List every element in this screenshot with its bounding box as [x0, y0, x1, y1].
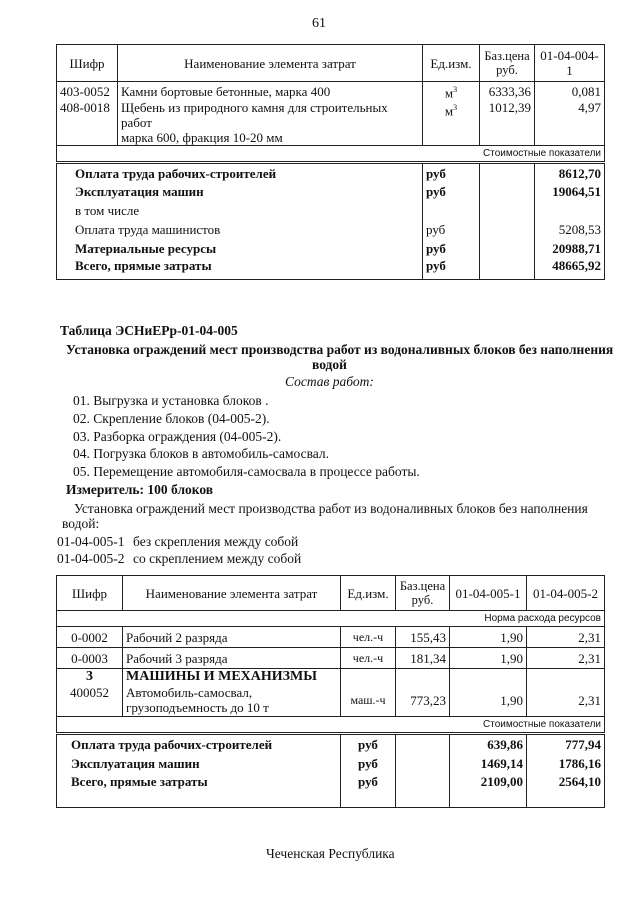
row-price: 155,43	[396, 627, 450, 648]
row-code: 400052	[57, 685, 123, 717]
table-row	[57, 627, 605, 648]
row-price: 6333,36	[480, 82, 535, 101]
machine-section-code: 3	[57, 669, 123, 685]
row-price: 773,23	[396, 685, 450, 717]
work-item: 05. Перемещение автомобиля-самосвала в процессе работы.	[73, 464, 420, 479]
cost-value-1: 2109,00	[450, 774, 527, 808]
header-unit: Ед.изм.	[423, 45, 480, 82]
cost-name: Эксплуатация машин	[57, 182, 423, 201]
cost-value-1: 1469,14	[450, 754, 527, 774]
cost-table-1	[56, 44, 605, 280]
table-row	[57, 648, 605, 669]
table-row	[57, 685, 605, 717]
section-label: Стоимостные показатели	[57, 146, 605, 163]
cost-value-1: 639,86	[450, 734, 527, 754]
row-code: 408-0018	[57, 100, 118, 146]
table-row	[57, 100, 605, 146]
footer-region: Чеченская Республика	[266, 846, 395, 861]
section-label: Стоимостные показатели	[57, 717, 605, 734]
row-name: Рабочий 2 разряда	[123, 627, 341, 648]
row-unit: $м^3$	[423, 100, 480, 146]
cost-name: Оплата труда машинистов	[57, 220, 423, 239]
table-row	[57, 82, 605, 101]
cost-unit: руб	[423, 163, 480, 182]
row-value-2: 2,31	[527, 648, 605, 669]
cost-name: Материальные ресурсы	[57, 239, 423, 258]
row-name: Камни бортовые бетонные, марка 400	[118, 82, 423, 101]
cost-unit: руб	[423, 220, 480, 239]
cost-name: Всего, прямые затраты	[57, 774, 341, 808]
row-unit: чел.-ч	[341, 627, 396, 648]
header-name: Наименование элемента затрат	[123, 576, 341, 611]
row-name: Рабочий 3 разряда	[123, 648, 341, 669]
variant-text: со скреплением между собой	[133, 551, 302, 566]
header-code: Шифр	[57, 576, 123, 611]
variant-text: без скрепления между собой	[133, 534, 299, 549]
header-price: Баз.цена руб.	[396, 576, 450, 611]
header-price: Баз.цена руб.	[480, 45, 535, 82]
description: Установка ограждений мест производства работ из водоналивных блоков без наполнения	[74, 501, 588, 516]
cost-name: Эксплуатация машин	[57, 754, 341, 774]
header-col2: 01-04-005-2	[527, 576, 605, 611]
row-unit: маш.-ч	[341, 685, 396, 717]
cost-name: Оплата труда рабочих-строителей	[57, 734, 341, 754]
row-code: 0-0002	[57, 627, 123, 648]
cost-name: Оплата труда рабочих-строителей	[57, 163, 423, 182]
cost-unit: руб	[341, 734, 396, 754]
header-code: Шифр	[57, 45, 118, 82]
work-item: 02. Скрепление блоков (04-005-2).	[73, 411, 270, 426]
cost-value: 19064,51	[535, 182, 605, 201]
row-code: 0-0003	[57, 648, 123, 669]
header-unit: Ед.изм.	[341, 576, 396, 611]
cost-name: Всего, прямые затраты	[57, 258, 423, 280]
cost-unit: руб	[423, 182, 480, 201]
row-price: 1012,39	[480, 100, 535, 146]
cost-value: 20988,71	[535, 239, 605, 258]
work-item: 04. Погрузка блоков в автомобиль-самосвал.	[73, 446, 330, 461]
section-heading-cont: водой	[312, 357, 347, 372]
row-value-1: 1,90	[450, 648, 527, 669]
row-code: 403-0052	[57, 82, 118, 101]
row-value-1: 1,90	[450, 685, 527, 717]
meter: Измеритель: 100 блоков	[66, 482, 214, 497]
cost-value: 48665,92	[535, 258, 605, 280]
cost-value: 5208,53	[535, 220, 605, 239]
header-col1: 01-04-004-1	[535, 45, 605, 82]
cost-table-2	[56, 575, 605, 808]
row-value-1: 1,90	[450, 627, 527, 648]
composition-label: Состав работ:	[285, 374, 374, 389]
page-number: 61	[312, 16, 326, 31]
cost-value-2: 1786,16	[527, 754, 605, 774]
description-cont: водой:	[62, 516, 100, 531]
header-name: Наименование элемента затрат	[118, 45, 423, 82]
variant-code: 01-04-005-1	[57, 534, 125, 549]
row-value-2: 2,31	[527, 627, 605, 648]
work-item: 03. Разборка ограждения (04-005-2).	[73, 429, 282, 444]
variant-code: 01-04-005-2	[57, 551, 125, 566]
cost-unit: руб	[423, 239, 480, 258]
work-item: 01. Выгрузка и установка блоков .	[73, 393, 269, 408]
row-value: 0,081	[535, 82, 605, 101]
cost-value-2: 777,94	[527, 734, 605, 754]
cost-value: 8612,70	[535, 163, 605, 182]
machine-section-title: МАШИНЫ И МЕХАНИЗМЫ	[123, 669, 341, 685]
table-title: Таблица ЭСНиЕРр-01-04-005	[60, 323, 238, 338]
cost-unit: руб	[341, 754, 396, 774]
cost-name: в том числе	[57, 201, 423, 220]
norm-label: Норма расхода ресурсов	[57, 611, 605, 627]
row-unit: $м^3$	[423, 82, 480, 101]
header-col1: 01-04-005-1	[450, 576, 527, 611]
row-value-2: 2,31	[527, 685, 605, 717]
cost-value-2: 2564,10	[527, 774, 605, 808]
row-value: 4,97	[535, 100, 605, 146]
section-heading: Установка ограждений мест производства работ из водоналивных блоков без наполнения	[66, 342, 614, 357]
row-unit: чел.-ч	[341, 648, 396, 669]
row-name: Автомобиль-самосвал, грузоподъемность до 10 т	[123, 685, 341, 717]
cost-unit: руб	[423, 258, 480, 280]
cost-unit: руб	[341, 774, 396, 808]
row-price: 181,34	[396, 648, 450, 669]
row-name: Щебень из природного камня для строительных работ марка 600, фракция 10-20 мм	[118, 100, 423, 146]
